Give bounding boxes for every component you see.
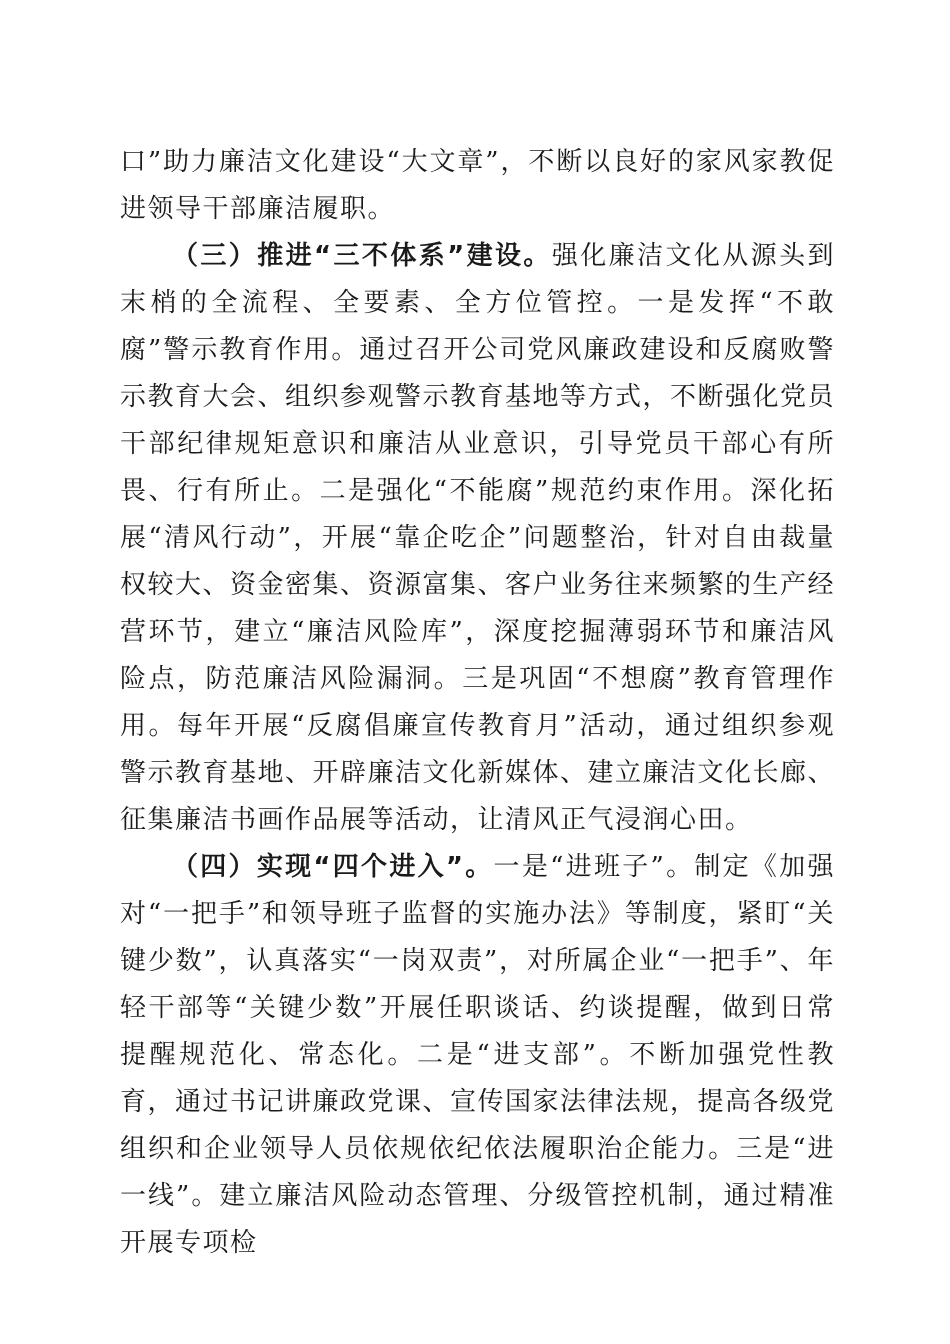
section-heading-four: （四）实现“四个进入”。 [172,852,494,882]
paragraph-text: 口”助力廉洁文化建设“大文章”，不断以良好的家风家教促进领导干部廉洁履职。 [120,147,835,224]
paragraph-continuation [120,139,835,233]
paragraph-text: 一是“进班子”。制定《加强对“一把手”和领导班子监督的实施办法》等制度，紧盯“关键少数”，认真落实“一岗双责”，对所属企业“一把手”、年轻干部等“关键少数”开展任职谈话、约谈提醒，做到日常提醒规范化、常态化。二是“进支部”。不断加强党性教育，通过书记讲廉政党课、宣传国家法律法规，提高各级党组织和企业领导人员依规依纪依法履职治企能力。三是“进一线”。建立廉洁风险动态管理、分级管控机制，通过精准开展专项检 [120,852,836,1258]
paragraph-three-no-system [120,233,835,844]
document-body [120,139,835,1267]
section-heading-three: （三）推进“三不体系”建设。 [172,241,552,271]
paragraph-four-entries [120,844,835,1267]
paragraph-text: 强化廉洁文化从源头到末梢的全流程、全要素、全方位管控。一是发挥“不敢腐”警示教育作用。通过召开公司党风廉政建设和反腐败警示教育大会、组织参观警示教育基地等方式，不断强化党员干部纪律规矩意识和廉洁从业意识，引导党员干部心有所畏、行有所止。二是强化“不能腐”规范约束作用。深化拓展“清风行动”，开展“靠企吃企”问题整治，针对自由裁量权较大、资金密集、资源富集、客户业务往来频繁的生产经营环节，建立“廉洁风险库”，深度挖掘薄弱环节和廉洁风险点，防范廉洁风险漏洞。三是巩固“不想腐”教育管理作用。每年开展“反腐倡廉宣传教育月”活动，通过组织参观警示教育基地、开辟廉洁文化新媒体、建立廉洁文化长廊、征集廉洁书画作品展等活动，让清风正气浸润心田。 [120,241,836,835]
